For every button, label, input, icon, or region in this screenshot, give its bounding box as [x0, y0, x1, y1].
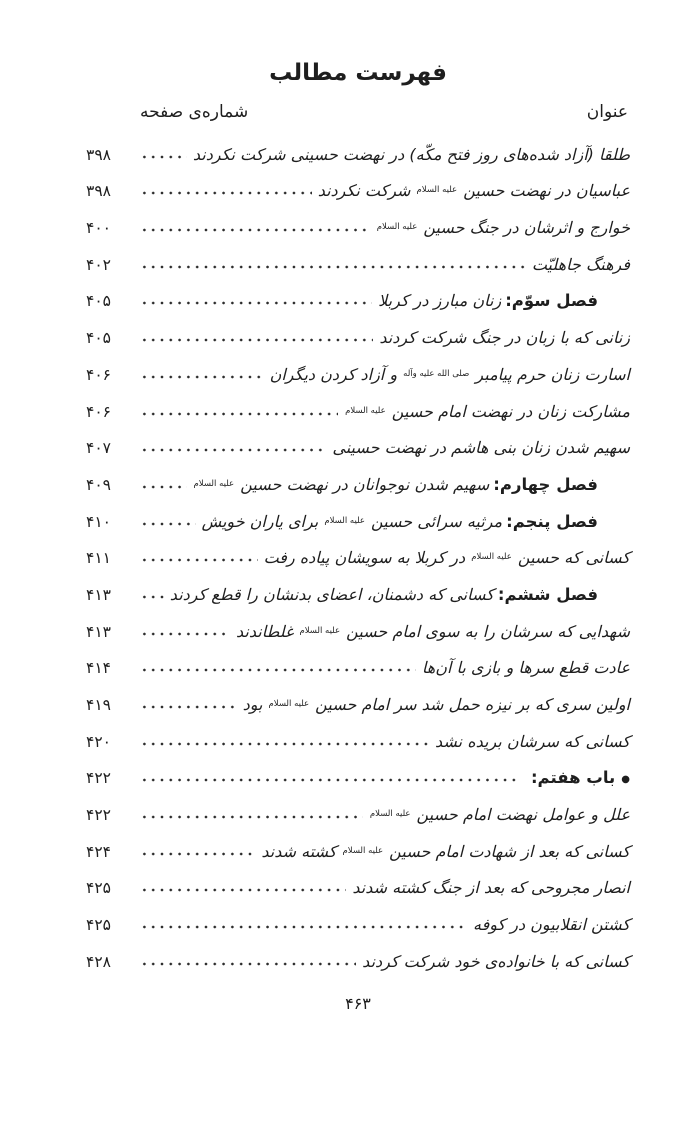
toc-entry-page-number: ۴۲۵	[86, 916, 111, 935]
toc-entry-page-number: ۴۰۵	[86, 292, 111, 311]
toc-entry-title	[362, 952, 630, 971]
dot-leader	[140, 447, 326, 453]
toc-entry-text: فرهنگ جاهلیّت	[531, 254, 630, 274]
toc-entry	[86, 902, 630, 939]
honorific-mark: علیه السلام	[376, 222, 418, 233]
honorific-mark: علیه السلام	[324, 515, 365, 526]
toc-entry-text: مرثیه سرائی حسین $^{علیه السلام}$ برای یاران خویش	[201, 511, 503, 531]
toc-entry-page-number: ۴۰۶	[86, 402, 111, 421]
toc-entry	[86, 389, 630, 426]
column-header-page: شماره‌ی صفحه	[140, 102, 249, 122]
toc-entry-page-number: ۴۲۴	[86, 842, 111, 861]
toc-entry-chapter-label: فصل چهارم:	[493, 474, 598, 494]
dot-leader	[140, 484, 187, 490]
toc-entry-chapter-label: فصل سوّم:	[505, 291, 598, 311]
toc-entry-title	[369, 805, 630, 824]
toc-entry-title	[378, 291, 598, 310]
toc-entry	[86, 792, 630, 829]
dot-leader	[140, 961, 356, 967]
toc-entry	[86, 682, 630, 719]
toc-entry-title	[344, 402, 630, 421]
honorific-mark: علیه السلام	[416, 185, 458, 196]
toc-entry-page-number: ۴۰۰	[86, 219, 111, 238]
dot-leader	[140, 227, 370, 233]
toc-entry-page-number: ۴۲۵	[86, 879, 111, 898]
honorific-mark: علیه السلام	[471, 552, 512, 563]
dot-leader	[140, 190, 312, 196]
toc-entry-page-number: ۴۰۷	[86, 439, 111, 458]
dot-leader	[140, 374, 264, 380]
toc-entry	[86, 719, 630, 756]
dot-leader	[140, 264, 526, 270]
dot-leader	[140, 704, 237, 710]
toc-entry-title	[435, 732, 630, 751]
toc-entry-text: کشتن انقلابیون در کوفه	[473, 915, 630, 935]
toc-entry-page-number: ۴۱۱	[86, 549, 111, 568]
toc-entry	[86, 866, 630, 903]
toc-entry	[86, 572, 630, 609]
dot-leader	[140, 154, 187, 160]
toc-entry-page-number: ۴۱۴	[86, 659, 111, 678]
toc-entry	[86, 499, 630, 536]
toc-entry	[86, 352, 630, 389]
toc-entry-page-number: ۴۰۵	[86, 329, 111, 348]
page-number: ۴۶۳	[345, 993, 371, 1013]
column-header-title: عنوان	[586, 102, 628, 122]
toc-entry	[86, 756, 630, 793]
honorific-mark: علیه السلام	[369, 809, 411, 820]
toc-entry-chapter-label: باب هفتم:	[530, 768, 616, 788]
toc-entry	[86, 462, 630, 499]
dot-leader	[140, 411, 338, 417]
toc-entry-text: زنان مبارز در کربلا	[378, 291, 502, 311]
toc-entry-title	[202, 512, 598, 531]
toc-entry-text: انصار مجروحی که بعد از جنگ کشته شدند	[352, 878, 630, 898]
toc-entry-title	[270, 365, 630, 384]
toc-entry-title	[236, 622, 630, 641]
dot-leader	[140, 887, 346, 893]
honorific-mark: علیه السلام	[193, 478, 235, 489]
toc-entry-title	[352, 878, 630, 897]
dot-leader	[140, 300, 372, 306]
dot-leader	[140, 521, 196, 527]
toc-entry-text: عادت قطع سرها و بازی با آن‌ها	[421, 658, 630, 678]
toc-entry-text: اولین سری که بر نیزه حمل شد سر امام حسین $^{علیه السلام}$ بود	[242, 695, 630, 714]
toc-entry-text: کسانی که حسین $^{علیه السلام}$ در کربلا به سویشان پیاده رفت	[263, 548, 630, 568]
dot-leader	[140, 337, 373, 343]
toc-entry-title	[332, 438, 630, 457]
bullet-icon: ●	[621, 774, 630, 786]
toc-entry	[86, 279, 630, 316]
toc-entry-title	[261, 842, 630, 861]
honorific-mark: علیه السلام	[268, 699, 310, 709]
toc-entry	[86, 242, 630, 279]
toc-entry-title	[379, 328, 630, 347]
toc-entry-text: زنانی که با زبان در جنگ شرکت کردند	[379, 328, 630, 348]
toc-entry	[86, 426, 630, 463]
toc-entry-text: خوارج و اثرشان در جنگ حسین $^{علیه السلام}$	[376, 218, 630, 238]
toc-entry-page-number: ۴۱۹	[86, 696, 111, 714]
honorific-mark: علیه السلام	[345, 405, 386, 416]
dot-leader	[140, 924, 467, 930]
toc-entry-text: کسانی که بعد از شهادت امام حسین $^{علیه السلام}$ کشته شدند	[261, 841, 630, 861]
dot-leader	[140, 851, 255, 857]
toc-entry-page-number: ۴۰۲	[86, 255, 111, 274]
dot-leader	[140, 594, 164, 600]
toc-entry-page-number: ۴۱۳	[86, 622, 111, 641]
toc-entry-title	[376, 218, 630, 237]
honorific-mark: علیه السلام	[299, 625, 341, 636]
toc-entry	[86, 132, 630, 169]
dot-leader	[140, 777, 521, 783]
toc-entry-text: کسانی که سرشان بریده نشد	[435, 731, 630, 751]
toc-entry-title	[264, 548, 630, 567]
toc-entry-title	[422, 658, 630, 677]
toc-entry-text: اسارت زنان حرم پیامبر $^{صلی الله علیه وآله}$ و آزاد کردن دیگران	[269, 364, 630, 384]
toc-entry-page-number: ۳۹۸	[86, 182, 111, 201]
toc-entry-page-number: ۴۰۶	[86, 365, 111, 384]
toc-entry-page-number: ۴۰۹	[86, 475, 111, 494]
toc-entry-text: سهیم شدن نوجوانان در نهضت حسین $^{علیه السلام}$	[193, 474, 490, 494]
toc-entry-text: مشارکت زنان در نهضت امام حسین $^{علیه السلام}$	[345, 401, 630, 421]
honorific-mark: صلی الله علیه وآله	[403, 368, 470, 379]
toc-entry	[86, 536, 630, 573]
column-headers	[86, 102, 628, 122]
toc-entry-page-number: ۴۲۰	[86, 732, 111, 751]
toc-entry-page-number: ۴۲۸	[86, 952, 111, 971]
toc-entry-page-number: ۴۱۰	[86, 512, 111, 531]
toc-entry	[86, 939, 630, 976]
toc-entry-title	[243, 695, 630, 714]
toc-entry-title	[318, 181, 630, 200]
toc-entry-title	[532, 255, 630, 274]
toc-entry-text: شهدایی که سرشان را به سوی امام حسین $^{علیه السلام}$ غلطاندند	[236, 621, 630, 641]
toc-entry	[86, 315, 630, 352]
toc-entry-page-number: ۳۹۸	[86, 145, 111, 164]
toc-entry-title	[527, 768, 630, 787]
dot-leader	[140, 667, 416, 673]
toc-entry-chapter-label: فصل پنجم:	[506, 511, 598, 531]
honorific-mark: علیه السلام	[342, 845, 384, 856]
toc-entry-title	[170, 585, 598, 604]
page-title: فهرست مطالب	[269, 60, 447, 86]
dot-leader	[140, 741, 429, 747]
toc-entry	[86, 205, 630, 242]
toc-entry-title	[473, 915, 630, 934]
dot-leader	[140, 814, 363, 820]
toc-entry-text: عباسیان در نهضت حسین $^{علیه السلام}$ شرکت نکردند	[317, 181, 630, 201]
toc-entry-text: کسانی که دشمنان، اعضای بدنشان را قطع کردند	[169, 584, 494, 604]
toc-entry	[86, 169, 630, 206]
dot-leader	[140, 631, 230, 637]
toc-entry-text: کسانی که با خانواده‌ی خود شرکت کردند	[362, 951, 630, 971]
toc-entry	[86, 829, 630, 866]
toc-entries	[86, 132, 630, 976]
toc-entry-text: علل و عوامل نهضت امام حسین $^{علیه السلام}$	[369, 805, 630, 825]
toc-entry-page-number: ۴۱۳	[86, 585, 111, 604]
toc-entry-text: سهیم شدن زنان بنی هاشم در نهضت حسینی	[332, 438, 630, 458]
toc-entry-chapter-label: فصل ششم:	[497, 584, 598, 604]
toc-entry-page-number: ۴۲۲	[86, 806, 111, 825]
toc-entry-title	[193, 475, 598, 494]
toc-entry-title	[193, 145, 630, 164]
toc-entry	[86, 646, 630, 683]
toc-entry-text: طلقا (آزاد شده‌های روز فتح مکّه) در نهضت حسینی شرکت نکردند	[192, 144, 630, 164]
dot-leader	[140, 557, 258, 563]
toc-entry	[86, 609, 630, 646]
toc-entry-page-number: ۴۲۲	[86, 769, 111, 788]
